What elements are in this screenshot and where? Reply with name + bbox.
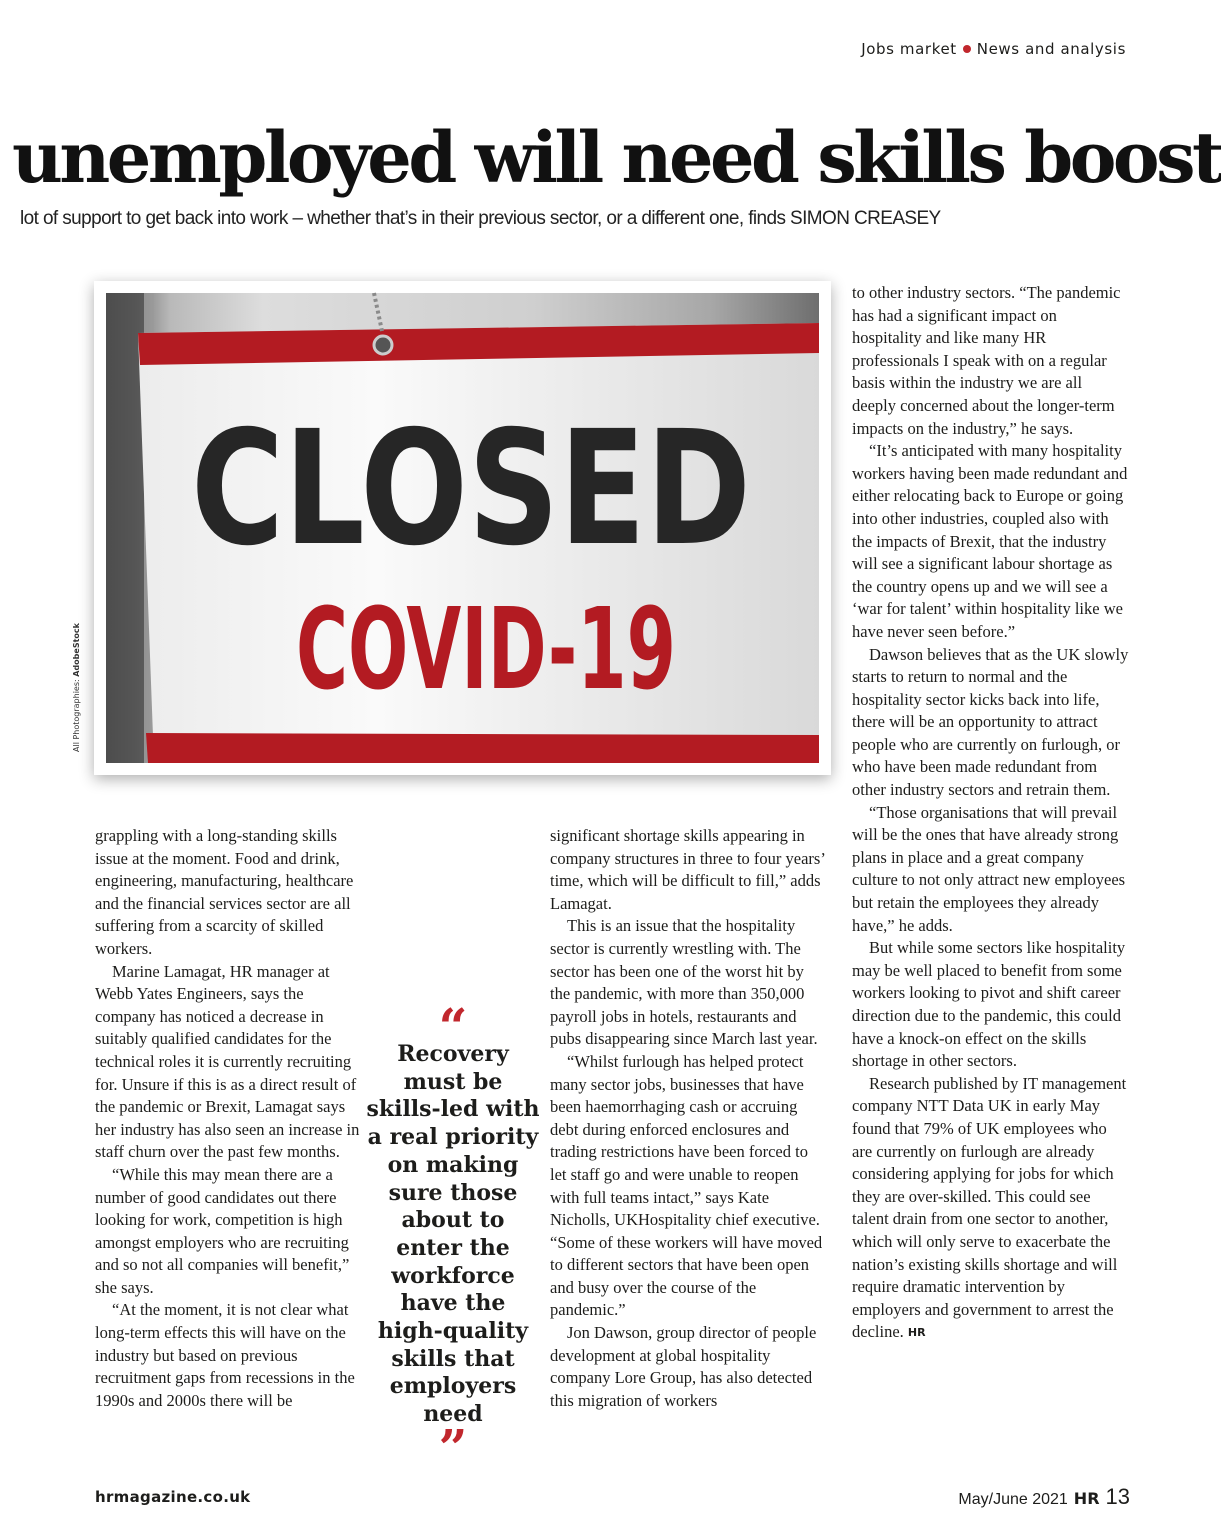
pull-quote-text: Recovery must be skills-led with a real priority on making sure those about to enter the workforce have the high-quality skills that employers need <box>366 1041 540 1428</box>
sign-closed-text: CLOSED <box>191 397 751 581</box>
footer-website: hrmagazine.co.uk <box>95 1488 251 1506</box>
body-column-2 <box>550 825 826 1412</box>
paragraph: “It’s anticipated with many hospitality workers having been made redundant and either relocating back to Europe or going into other industries, coupled also with the impacts of Brexit, that the industry will see a significant labour shortage as the country opens up and we will see a ‘war for talent’ within hospitality like we have never seen before.” <box>852 441 1128 641</box>
sign-grommet-icon <box>374 336 392 354</box>
page-number: 13 <box>1105 1484 1130 1509</box>
subsection-label: News and analysis <box>976 40 1126 58</box>
paragraph: Jon Dawson, group director of people development at global hospitality company Lore Group, has also detected this migration of workers <box>550 1323 817 1410</box>
bullet-dot-icon <box>963 45 971 53</box>
credit-label: All Photographies: <box>72 679 81 752</box>
paragraph: significant shortage skills appearing in company structures in three to four years’ time, which will be difficult to fill,” adds Lamagat. <box>550 826 825 913</box>
headline: unemployed will need skills boost <box>12 116 1221 199</box>
bead-chain <box>374 293 382 331</box>
sign-covid-text: COVID-19 <box>296 585 676 715</box>
body-column-3 <box>852 282 1130 1345</box>
paragraph-text: Research published by IT management company NTT Data UK in early May found that 79% of UK employees who are currently on furlough are already considering applying for jobs for which they are over-skilled. This could see talent drain from one sector to another, which will only serve to exacerbate the nation’s existing skills shortage and will require dramatic intervention by employers and government to arrest the decline. <box>852 1073 1127 1342</box>
sign-bottom-red-band <box>146 733 819 763</box>
pull-quote <box>366 997 540 1477</box>
closed-sign-illustration <box>106 293 819 763</box>
paragraph <box>852 1073 1130 1345</box>
body-column-1 <box>95 825 363 1412</box>
photo-frame <box>94 281 831 775</box>
paragraph: “Whilst furlough has helped protect many sector jobs, businesses that have been haemorrhaging cash or accruing debt during enforced enclosures and trading restrictions have been forced to let staff go and were unable to reopen with full teams intact,” says Kate Nicholls, UKHospitality chief executive. “Some of these workers will have moved to different sectors that have been open and busy over the course of the pandemic.” <box>550 1051 823 1320</box>
closed-sign-photo <box>106 293 819 763</box>
paragraph: Marine Lamagat, HR manager at Webb Yates Engineers, says the company has noticed a decrease in suitably qualified candidates for the technical roles it is currently recruiting for. Unsure if this is as a direct result of the pandemic or Brexit, Lamagat says her industry has also seen an increase in staff churn over the past few months. <box>95 961 360 1162</box>
footer-issue: May/June 2021 <box>958 1491 1068 1508</box>
section-tag <box>861 40 1126 58</box>
paragraph: This is an issue that the hospitality sector is currently wrestling with. The sector has been one of the worst hit by the pandemic, with more than 350,000 payroll jobs in hotels, restaurants and pubs disappearing since March last year. <box>550 916 818 1049</box>
open-quote-icon: “ <box>438 997 468 1056</box>
paragraph: But while some sectors like hospitality may be well placed to benefit from some workers looking to pivot and shift career direction due to the pandemic, this could have a knock-on effect on the skills shortage in other sectors. <box>852 938 1126 1071</box>
paragraph: “Those organisations that will prevail will be the ones that have already strong plans in place and a great company culture to not only attract new employees but retain the employees they already have,” he adds. <box>852 802 1126 935</box>
paragraph: Dawson believes that as the UK slowly starts to return to normal and the hospitality sector kicks back into life, there will be an opportunity to attract people who are currently on furlough, or who have been made redundant from other industry sectors and retrain them. <box>852 644 1129 800</box>
footer-folio <box>958 1484 1130 1510</box>
paragraph: “At the moment, it is not clear what long-term effects this will have on the industry but based on previous recruitment gaps from recessions in the 1990s and 2000s there will be <box>95 1300 355 1410</box>
paragraph: “While this may mean there are a number of good candidates out there looking for work, competition is high amongst employers who are recruiting and so not all companies will benefit,” she says. <box>95 1164 350 1297</box>
close-quote-icon: ” <box>438 1417 468 1477</box>
paragraph: to other industry sectors. “The pandemic has had a significant impact on hospitality and like many HR professionals I speak with on a regular basis within the industry we are all deeply concerned about the longer-term impacts on the industry,” he says. <box>852 283 1121 438</box>
door-frame-shadow <box>106 293 144 763</box>
credit-source: AdobeStock <box>72 623 81 677</box>
photo-credit <box>72 623 81 752</box>
section-label: Jobs market <box>861 40 957 58</box>
end-mark: HR <box>907 1326 926 1340</box>
standfirst: lot of support to get back into work – whether that’s in their previous sector, or a different one, finds SIMON CREASEY <box>20 208 941 229</box>
footer-brand: HR <box>1073 1489 1100 1508</box>
paragraph: grappling with a long-standing skills issue at the moment. Food and drink, engineering, manufacturing, healthcare and the financial services sector are all suffering from a scarcity of skilled workers. <box>95 826 354 958</box>
